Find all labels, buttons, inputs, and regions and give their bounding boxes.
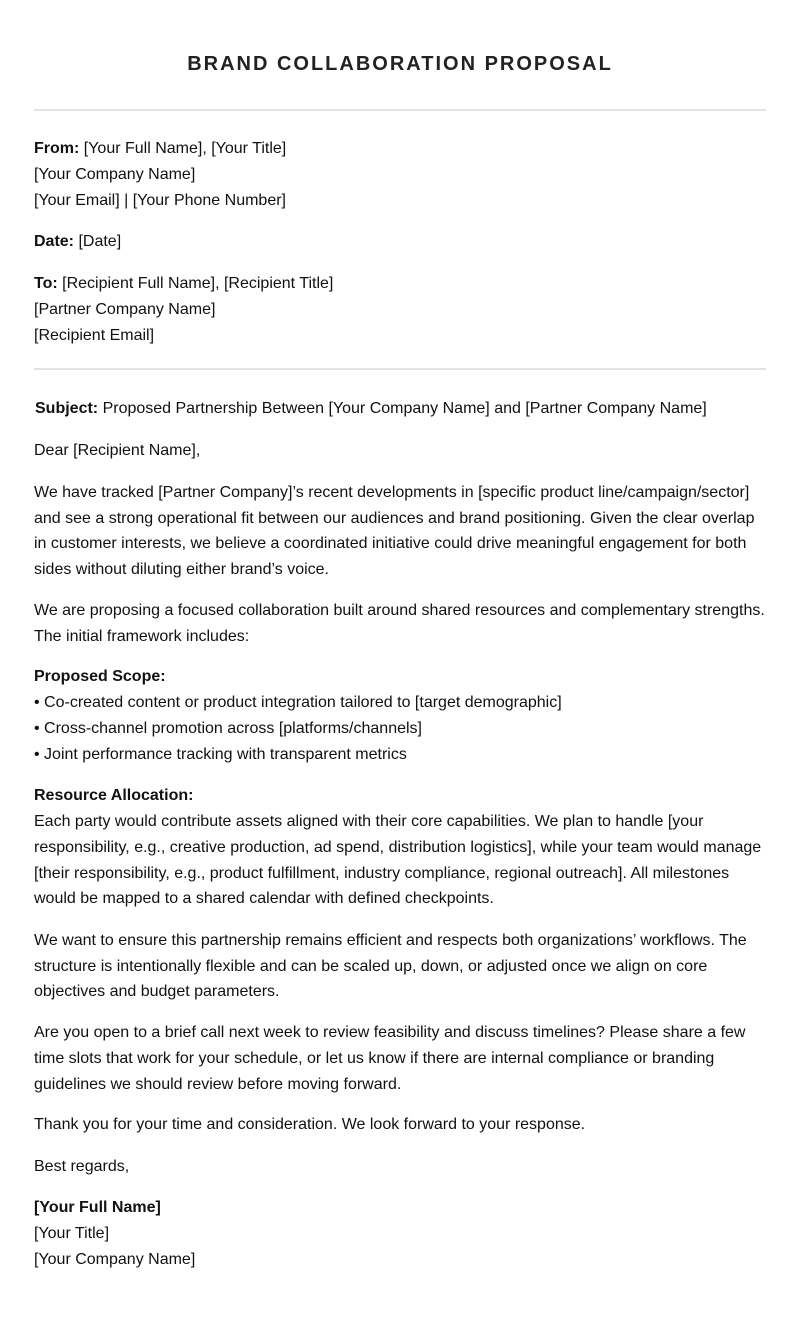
sender-company: [Your Company Name] bbox=[34, 166, 196, 183]
from-label: From: bbox=[34, 140, 80, 157]
subject-block bbox=[34, 396, 766, 422]
paragraph-efficiency: We want to ensure this partnership remains efficient and respects both organizations’ workflows. The structure is intentionally flexible and can be scaled up, down, or adjusted once we align on core objectives and budget parameters. bbox=[34, 932, 747, 1001]
resource-section bbox=[34, 783, 766, 912]
subject-label: Subject: bbox=[35, 400, 99, 417]
header-divider bbox=[34, 368, 766, 370]
recipient-name-title: [Recipient Full Name], [Recipient Title] bbox=[57, 275, 334, 292]
to-label: To: bbox=[34, 275, 58, 292]
recipient-block bbox=[34, 271, 766, 349]
greeting: Dear [Recipient Name], bbox=[34, 442, 201, 459]
date-line bbox=[34, 229, 766, 255]
document-title: BRAND COLLABORATION PROPOSAL bbox=[187, 53, 613, 75]
recipient-line-1 bbox=[34, 271, 766, 297]
recipient-company: [Partner Company Name] bbox=[34, 301, 216, 318]
recipient-email: [Recipient Email] bbox=[34, 327, 155, 344]
paragraph-intro: We have tracked [Partner Company]’s recent developments in [specific product line/campaign/sector] and see a strong operational fit between our audiences and brand positioning. Given the clear overlap in customer interests, we believe a coordinated initiative could drive meaningful engagement for both sides without diluting either brand’s voice. bbox=[34, 484, 755, 579]
title-divider bbox=[34, 109, 766, 111]
sender-line-1 bbox=[34, 136, 766, 162]
paragraph-call-request: Are you open to a brief call next week to review feasibility and discuss timelines? Please share a few time slots that work for your schedule, or let us know if there are internal compliance or branding guidelines we should review before moving forward. bbox=[34, 1024, 746, 1093]
sender-contact: [Your Email] | [Your Phone Number] bbox=[34, 192, 286, 209]
scope-section bbox=[34, 664, 766, 768]
paragraph-proposal: We are proposing a focused collaboration built around shared resources and complementary strengths. The initial framework includes: bbox=[34, 601, 765, 645]
signature-block bbox=[34, 1195, 766, 1273]
subject-value: Proposed Partnership Between [Your Company Name] and [Partner Company Name] bbox=[98, 400, 707, 417]
resource-heading: Resource Allocation: bbox=[34, 787, 194, 805]
scope-heading: Proposed Scope: bbox=[34, 668, 166, 686]
sender-block bbox=[34, 136, 766, 214]
date-value: [Date] bbox=[74, 233, 122, 250]
sender-name-title: [Your Full Name], [Your Title] bbox=[79, 140, 287, 157]
signature-company: [Your Company Name] bbox=[34, 1250, 196, 1268]
scope-item: • Co-created content or product integration tailored to [target demographic] bbox=[34, 694, 562, 712]
resource-text: Each party would contribute assets aligned with their core capabilities. We plan to handle [your responsibility, e.g., creative production, ad spend, distribution logistics], while your team would manage [their responsibility, e.g., product fulfillment, industry compliance, regional outreach]. All milestones would be mapped to a shared calendar with defined checkpoints. bbox=[34, 813, 762, 908]
paragraph-thanks: Thank you for your time and consideration. We look forward to your response. bbox=[34, 1116, 586, 1134]
scope-item: • Cross-channel promotion across [platforms/channels] bbox=[34, 720, 422, 738]
subject-line bbox=[35, 396, 766, 422]
date-label: Date: bbox=[34, 233, 75, 250]
signature-name: [Your Full Name] bbox=[34, 1198, 161, 1216]
signature-title: [Your Title] bbox=[34, 1224, 110, 1242]
date-block bbox=[34, 229, 766, 255]
scope-item: • Joint performance tracking with transparent metrics bbox=[34, 746, 407, 764]
closing: Best regards, bbox=[34, 1157, 130, 1175]
